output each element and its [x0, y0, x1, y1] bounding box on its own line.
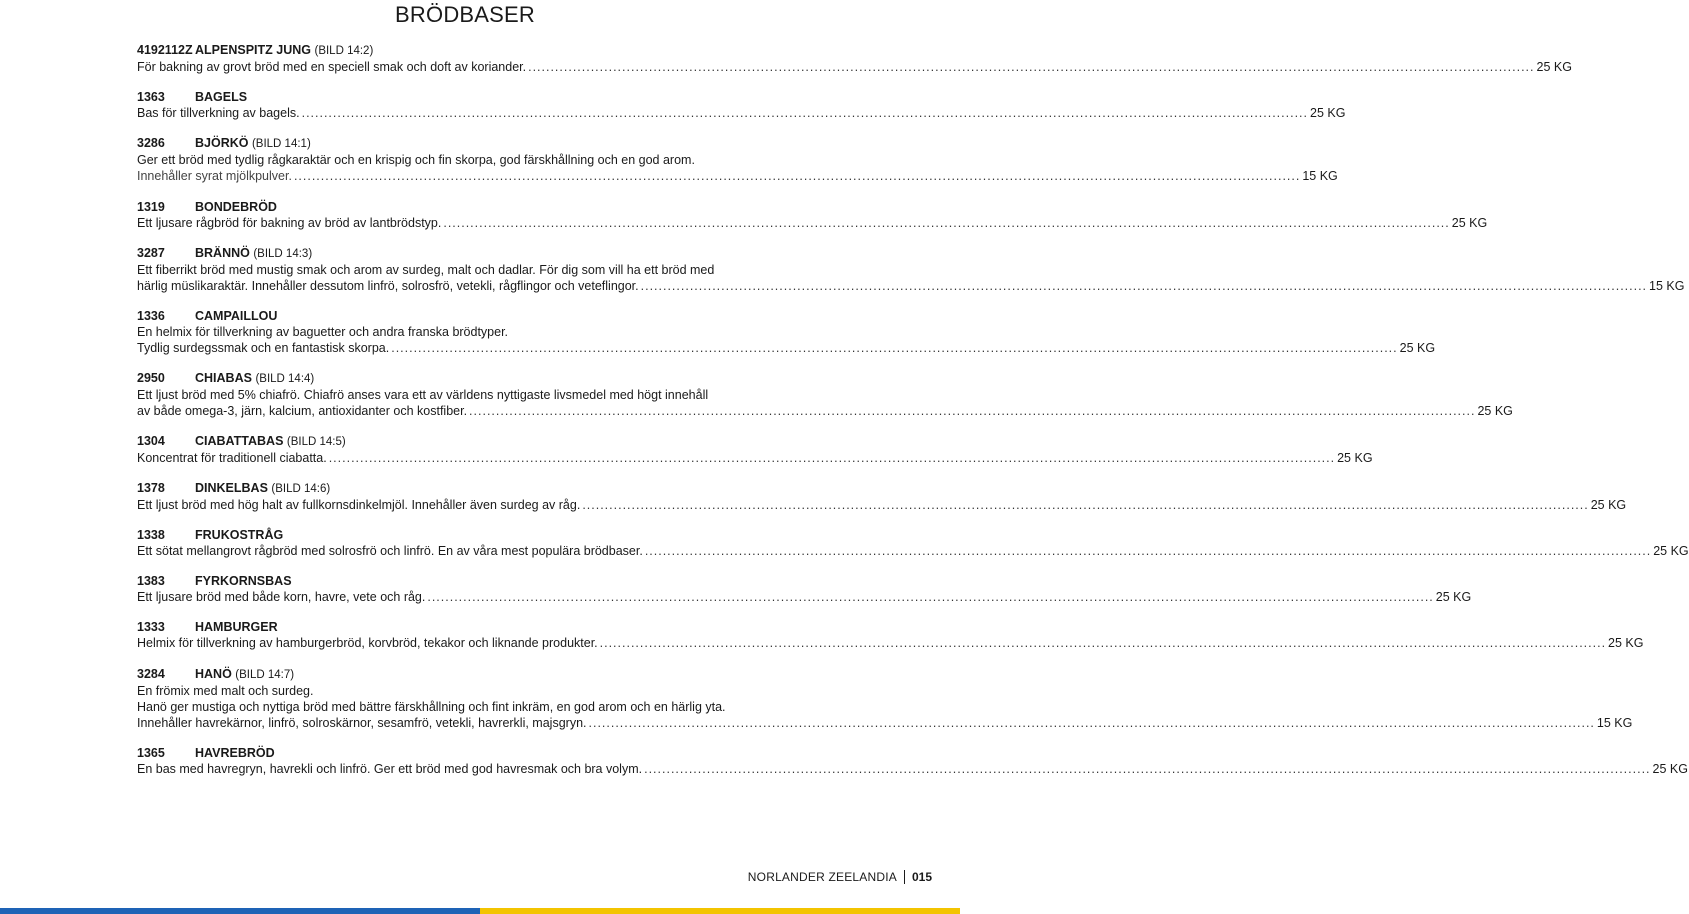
package-size: 25 KG — [1310, 106, 1346, 120]
product-name: HAMBURGER — [195, 620, 278, 634]
product-description: av både omega-3, järn, kalcium, antioxidanter och kostfiber. — [137, 404, 468, 418]
product-description: Ger ett bröd med tydlig rågkaraktär och en krispig och fin skorpa, god färskhållning och en god arom. — [137, 153, 695, 167]
image-ref: (BILD 14:5) — [286, 436, 346, 448]
product-entry — [137, 199, 1488, 231]
product-description: En bas med havregryn, havrekli och linfrö. Ger ett bröd med god havresmak och bra volym. — [137, 762, 643, 776]
footer-divider — [904, 870, 905, 884]
product-name: BRÄNNÖ — [195, 246, 250, 260]
dot-leader: ................................................................................................................................................................................................................................. — [644, 762, 1651, 776]
product-description: Bas för tillverkning av bagels. — [137, 106, 300, 120]
package-size: 25 KG — [1451, 216, 1488, 230]
dot-leader: ................................................................................................................................................................................................................................. — [528, 60, 1535, 74]
image-ref: (BILD 14:4) — [255, 373, 315, 385]
dot-leader: ................................................................................................................................................................................................................................. — [582, 498, 1589, 512]
product-code: 1336 — [137, 309, 165, 323]
product-code: 1338 — [137, 528, 165, 542]
dot-leader: ................................................................................................................................................................................................................................. — [328, 451, 1336, 465]
product-entry — [137, 135, 1338, 184]
product-entry — [137, 480, 1627, 513]
package-size: 25 KG — [1608, 636, 1644, 650]
product-code: 3284 — [137, 667, 165, 681]
product-code: 3287 — [137, 246, 165, 260]
dot-leader: ................................................................................................................................................................................................................................. — [301, 106, 1308, 120]
product-description: Koncentrat för traditionell ciabatta. — [137, 451, 327, 465]
bottom-color-bar — [0, 908, 960, 914]
dot-leader: ................................................................................................................................................................................................................................. — [469, 404, 1476, 418]
image-ref: (BILD 14:6) — [271, 483, 331, 495]
package-size: 25 KG — [1590, 498, 1627, 512]
dot-leader: ................................................................................................................................................................................................................................. — [644, 544, 1652, 558]
dot-leader: ................................................................................................................................................................................................................................. — [391, 341, 1398, 355]
product-description: Innehåller syrat mjölkpulver. — [137, 169, 292, 183]
product-entry — [137, 666, 1633, 731]
package-size: 15 KG — [1302, 169, 1338, 183]
product-entry — [137, 527, 1689, 559]
product-entry — [137, 745, 1688, 777]
product-entry — [137, 433, 1373, 466]
product-description: Ett ljusare bröd med både korn, havre, vete och råg. — [137, 590, 426, 604]
product-description: En frömix med malt och surdeg. — [137, 684, 314, 698]
product-name: CIABATTABAS — [195, 434, 284, 448]
product-code: 1378 — [137, 481, 165, 495]
product-name: BAGELS — [195, 90, 248, 104]
package-size: 25 KG — [1337, 451, 1373, 465]
footer-brand: NORLANDER ZEELANDIA — [747, 870, 897, 884]
product-entry — [137, 573, 1472, 605]
package-size: 25 KG — [1435, 590, 1472, 604]
product-name: ALPENSPITZ JUNG — [195, 43, 311, 57]
product-code: 3286 — [137, 136, 165, 150]
image-ref: (BILD 14:2) — [314, 45, 374, 57]
product-entry — [137, 89, 1346, 121]
page-title: BRÖDBASER — [395, 2, 535, 27]
product-name: BJÖRKÖ — [195, 136, 249, 150]
bottom-bar-yellow — [480, 908, 960, 914]
image-ref: (BILD 14:7) — [235, 669, 295, 681]
bottom-bar-blue — [0, 908, 480, 914]
product-code: 1333 — [137, 620, 165, 634]
package-size: 25 KG — [1536, 60, 1572, 74]
dot-leader: ................................................................................................................................................................................................................................. — [588, 716, 1595, 730]
product-name: FRUKOSTRÅG — [195, 528, 284, 542]
product-description: Hanö ger mustiga och nyttiga bröd med bättre färskhållning och fint inkräm, en god arom och en härlig yta. — [137, 700, 726, 714]
product-code: 1363 — [137, 90, 165, 104]
dot-leader: ................................................................................................................................................................................................................................. — [443, 216, 1450, 230]
product-description: härlig müslikaraktär. Innehåller dessutom linfrö, solrosfrö, vetekli, rågflingor och veteflingor. — [137, 279, 639, 293]
product-name: HAVREBRÖD — [195, 746, 275, 760]
page-number: 015 — [911, 870, 932, 884]
product-description: Helmix för tillverkning av hamburgerbröd, korvbröd, tekakor och liknande produkter. — [137, 636, 598, 650]
product-entry — [137, 370, 1513, 419]
product-entry — [137, 42, 1572, 75]
product-code: 4192112Z — [137, 43, 193, 57]
product-entry — [137, 245, 1685, 294]
product-name: DINKELBAS — [195, 481, 268, 495]
product-name: HANÖ — [195, 667, 232, 681]
image-ref: (BILD 14:1) — [251, 138, 311, 150]
dot-leader: ................................................................................................................................................................................................................................. — [427, 590, 1434, 604]
product-description: Ett sötat mellangrovt rågbröd med solrosfrö och linfrö. En av våra mest populära brödbaser. — [137, 544, 643, 558]
product-code: 1304 — [137, 434, 165, 448]
package-size: 25 KG — [1399, 341, 1436, 355]
product-name: BONDEBRÖD — [195, 200, 277, 214]
product-name: FYRKORNSBAS — [195, 574, 292, 588]
product-name: CAMPAILLOU — [195, 309, 278, 323]
dot-leader: ................................................................................................................................................................................................................................. — [293, 169, 1301, 183]
dot-leader: ................................................................................................................................................................................................................................. — [640, 279, 1648, 293]
product-description: Ett fiberrikt bröd med mustig smak och arom av surdeg, malt och dadlar. För dig som vill ha ett bröd med — [137, 263, 715, 277]
product-description: Innehåller havrekärnor, linfrö, solroskärnor, sesamfrö, vetekli, havrerkli, majsgryn. — [137, 716, 587, 730]
package-size: 25 KG — [1653, 544, 1689, 558]
package-size: 15 KG — [1596, 716, 1633, 730]
product-description: En helmix för tillverkning av baguetter och andra franska brödtyper. — [137, 325, 509, 339]
page-footer — [748, 870, 932, 884]
product-code: 1383 — [137, 574, 165, 588]
product-code: 1365 — [137, 746, 165, 760]
product-description: Ett ljust bröd med hög halt av fullkornsdinkelmjöl. Innehåller även surdeg av råg. — [137, 498, 581, 512]
package-size: 15 KG — [1649, 279, 1685, 293]
product-name: CHIABAS — [195, 371, 252, 385]
product-description: Tydlig surdegssmak och en fantastisk skorpa. — [137, 341, 390, 355]
package-size: 25 KG — [1477, 404, 1513, 418]
product-code: 2950 — [137, 371, 165, 385]
product-list — [137, 42, 1689, 777]
product-entry — [137, 308, 1436, 356]
product-description: Ett ljust bröd med 5% chiafrö. Chiafrö anses vara ett av världens nyttigaste livsmedel med högt innehåll — [137, 388, 709, 402]
product-code: 1319 — [137, 200, 165, 214]
product-description: Ett ljusare rågbröd för bakning av bröd av lantbrödstyp. — [137, 216, 442, 230]
dot-leader: ................................................................................................................................................................................................................................. — [599, 636, 1607, 650]
package-size: 25 KG — [1652, 762, 1688, 776]
product-entry — [137, 619, 1644, 651]
image-ref: (BILD 14:3) — [253, 248, 313, 260]
product-description: För bakning av grovt bröd med en speciell smak och doft av koriander. — [137, 60, 527, 74]
